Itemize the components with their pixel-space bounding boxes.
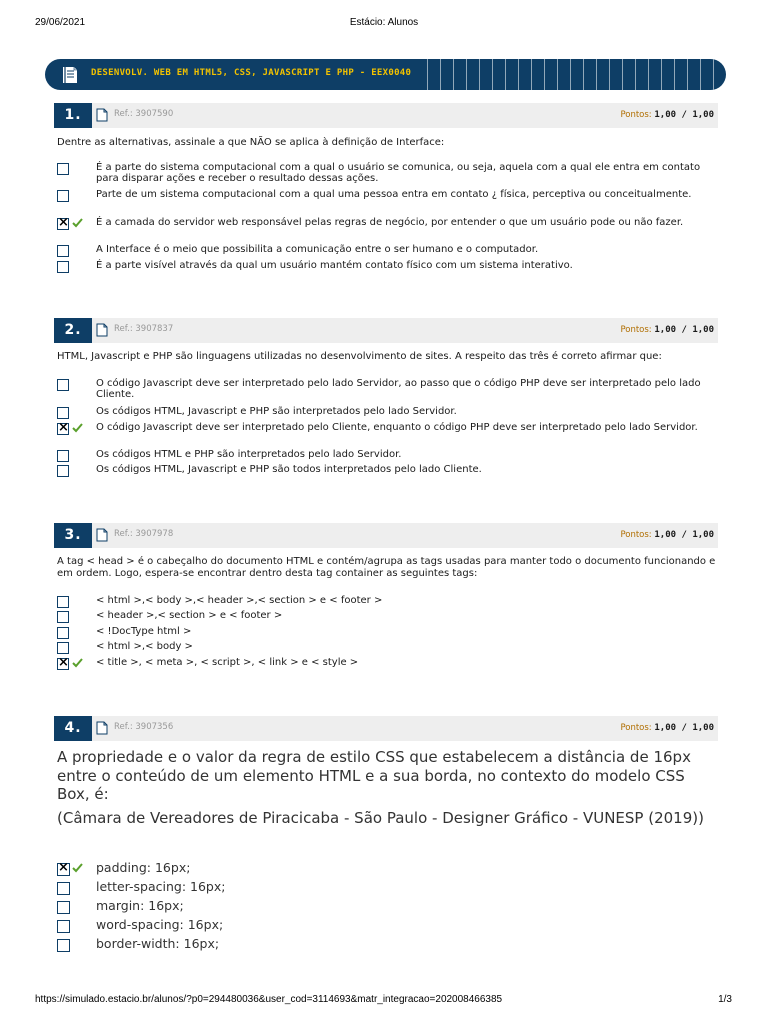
question-header xyxy=(54,716,718,741)
book-icon xyxy=(59,64,81,86)
question-points: Pontos: 1,00 / 1,00 xyxy=(620,325,714,335)
question-number: 1. xyxy=(54,103,92,128)
question-text: HTML, Javascript e PHP são linguagens utilizadas no desenvolvimento de sites. A respeito das três é correto afirmar que: xyxy=(57,351,662,362)
banner-decoration xyxy=(415,59,725,90)
checkbox-checked[interactable] xyxy=(57,658,69,670)
print-date: 29/06/2021 xyxy=(35,17,86,28)
question-ref: Ref.: 3907837 xyxy=(114,324,174,334)
question-points: Pontos: 1,00 / 1,00 xyxy=(620,110,714,120)
question-number: 3. xyxy=(54,523,92,548)
checkbox[interactable] xyxy=(57,465,69,477)
checkbox[interactable] xyxy=(57,882,70,895)
checkbox[interactable] xyxy=(57,901,70,914)
checkbox[interactable] xyxy=(57,596,69,608)
print-url: https://simulado.estacio.br/alunos/?p0=294480036&user_cod=3114693&matr_integracao=202008466385 xyxy=(35,994,503,1005)
question-header xyxy=(54,103,718,128)
document-icon[interactable] xyxy=(96,721,108,735)
print-page-number: 1/3 xyxy=(718,994,732,1005)
question-number: 4. xyxy=(54,716,92,741)
question-text: A propriedade e o valor da regra de estilo CSS que estabelecem a distância de 16px entre o conteúdo de um elemento HTML e a sua borda, no contexto do modelo CSS Box, é: xyxy=(57,748,691,803)
print-header xyxy=(0,17,768,31)
checkbox[interactable] xyxy=(57,261,69,273)
question-text: A tag < head > é o cabeçalho do documento HTML e contém/agrupa as tags usadas para manter todo o documento funcionando e em ordem. Logo, espera-se encontrar dentro desta tag container as seguintes tags: xyxy=(57,556,716,579)
correct-check-icon xyxy=(72,863,83,873)
checkbox-checked[interactable] xyxy=(57,863,70,876)
checkbox[interactable] xyxy=(57,407,69,419)
question-points: Pontos: 1,00 / 1,00 xyxy=(620,530,714,540)
question-header xyxy=(54,318,718,343)
question-number: 2. xyxy=(54,318,92,343)
checkbox[interactable] xyxy=(57,920,70,933)
course-title: DESENVOLV. WEB EM HTML5, CSS, JAVASCRIPT E PHP - EEX0040 xyxy=(91,68,412,78)
document-icon[interactable] xyxy=(96,323,108,337)
checkbox[interactable] xyxy=(57,190,69,202)
checkbox[interactable] xyxy=(57,627,69,639)
print-footer xyxy=(0,994,768,1008)
checkbox[interactable] xyxy=(57,611,69,623)
checkbox-checked[interactable] xyxy=(57,423,69,435)
document-icon[interactable] xyxy=(96,528,108,542)
document-icon[interactable] xyxy=(96,108,108,122)
question-points: Pontos: 1,00 / 1,00 xyxy=(620,723,714,733)
checkbox[interactable] xyxy=(57,642,69,654)
checkbox-checked[interactable] xyxy=(57,218,69,230)
question-ref: Ref.: 3907590 xyxy=(114,109,174,119)
checkbox[interactable] xyxy=(57,163,69,175)
print-title: Estácio: Alunos xyxy=(349,17,419,28)
correct-check-icon xyxy=(72,423,83,433)
checkbox[interactable] xyxy=(57,245,69,257)
question-text: Dentre as alternativas, assinale a que NÃO se aplica à definição de Interface: xyxy=(57,137,445,148)
correct-check-icon xyxy=(72,658,83,668)
question-source: (Câmara de Vereadores de Piracicaba - São Paulo - Designer Gráfico - VUNESP (2019)) xyxy=(57,809,704,827)
question-ref: Ref.: 3907978 xyxy=(114,529,174,539)
checkbox[interactable] xyxy=(57,450,69,462)
question-ref: Ref.: 3907356 xyxy=(114,722,174,732)
checkbox[interactable] xyxy=(57,379,69,391)
question-header xyxy=(54,523,718,548)
course-banner xyxy=(45,59,726,90)
checkbox[interactable] xyxy=(57,939,70,952)
correct-check-icon xyxy=(72,218,83,228)
